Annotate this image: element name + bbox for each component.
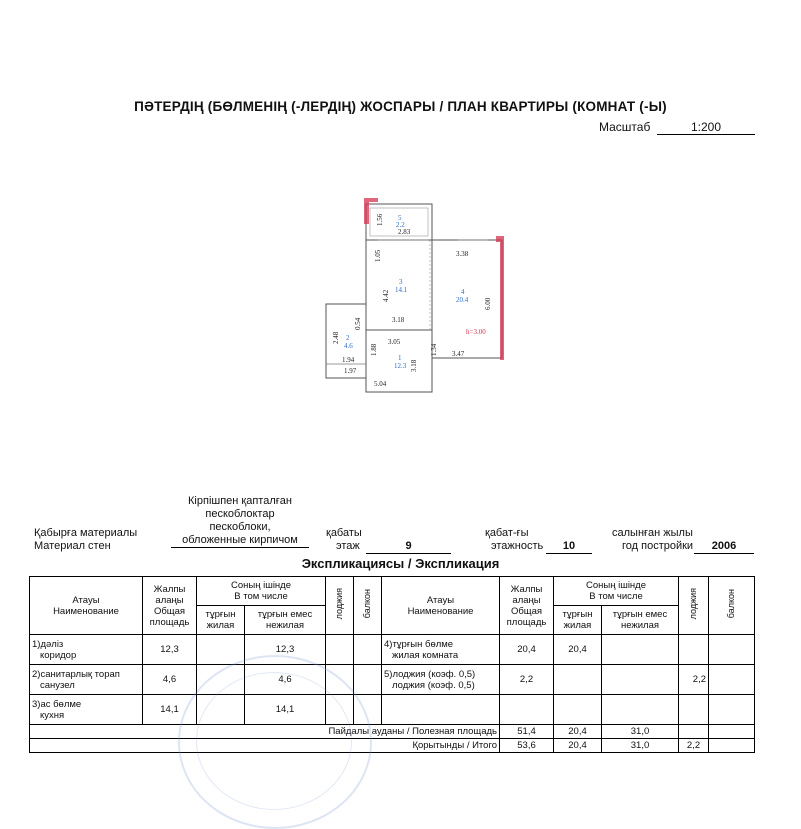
useful-area-label: Пайдалы ауданы / Полезная площадь <box>30 725 500 739</box>
dim-label: 1.94 <box>342 356 355 364</box>
col-name-header: Атауы Наименование <box>382 577 500 635</box>
grand-total-row: Қорытынды / Итого 53,6 20,4 31,0 2,2 <box>30 739 755 753</box>
dim-label: 1.88 <box>370 343 378 356</box>
col-incl-header: Соның ішінде В том числе <box>554 577 679 606</box>
dim-label: 2.48 <box>332 331 340 344</box>
useful-area-row: Пайдалы ауданы / Полезная площадь 51,4 20,4 31,0 <box>30 725 755 739</box>
scale-label: Масштаб <box>599 120 651 134</box>
dim-label: 0.54 <box>354 317 362 330</box>
ceiling-height-label: h=3.00 <box>466 328 486 336</box>
storeys-value: 10 <box>546 540 592 554</box>
col-incl-header: Соның ішінде В том числе <box>197 577 326 606</box>
col-balcony-header: балкон <box>709 577 755 635</box>
dim-label: 1.05 <box>374 249 382 262</box>
col-living-header: тұрғын жилая <box>554 606 602 635</box>
explication-table <box>29 576 755 753</box>
col-nonliving-header: тұрғын емес нежилая <box>245 606 326 635</box>
room-area: 4.6 <box>344 342 353 350</box>
wall-material-label-kz: Қабырға материалы <box>34 527 138 539</box>
col-living-header: тұрғын жилая <box>197 606 245 635</box>
storeys-label-ru: этажность <box>491 540 544 552</box>
floor-value: 9 <box>366 540 451 554</box>
room-area: 2.2 <box>396 221 405 229</box>
col-loggia-header: лоджия <box>326 577 354 635</box>
room-number: 2 <box>346 334 350 342</box>
room-number: 5 <box>398 214 402 222</box>
col-name-header: Атауы Наименование <box>30 577 143 635</box>
col-loggia-header: лоджия <box>679 577 709 635</box>
room-area: 12.3 <box>394 362 407 370</box>
col-nonliving-header: тұрғын емес нежилая <box>602 606 679 635</box>
explication-title: Экспликациясы / Экспликация <box>301 556 500 571</box>
room-number: 3 <box>399 278 403 286</box>
room-area: 14.1 <box>395 286 408 294</box>
table-row: 1)дәліз коридор 12,3 12,3 4)тұрғын бөлме жилая комната 20,4 20,4 <box>30 635 755 665</box>
col-total-header: Жалпы алаңы Общая площадь <box>500 577 554 635</box>
dim-label: 6.00 <box>484 297 492 310</box>
table-row: 2)санитарлық торап санузел 4,6 4,6 5)лоджия (коэф. 0,5) лоджия (коэф. 0,5) 2,2 2,2 <box>30 665 755 695</box>
room-number: 4 <box>461 288 465 296</box>
floor-label-ru: этаж <box>336 540 360 552</box>
dim-label: 3.18 <box>392 316 405 324</box>
scale-value: 1:200 <box>657 120 755 135</box>
dim-label: 4.42 <box>382 289 390 302</box>
page-title: ПӘТЕРДІҢ (БӨЛМЕНІҢ (-ЛЕРДІҢ) ЖОСПАРЫ / ПЛАН КВАРТИРЫ (КОМНАТ (-Ы) <box>134 99 667 114</box>
col-total-header: Жалпы алаңы Общая площадь <box>143 577 197 635</box>
dim-label: 2.83 <box>398 228 411 236</box>
room-area: 20.4 <box>456 296 469 304</box>
dim-label: 3.05 <box>388 338 401 346</box>
col-balcony-header: балкон <box>354 577 382 635</box>
wall-material-value: Кірпішпен қапталған пескоблоктар пескоблоки, обложенные кирпичом <box>171 495 309 548</box>
year-value: 2006 <box>694 540 754 554</box>
dim-label: 1.34 <box>430 343 438 356</box>
room-number: 1 <box>398 354 402 362</box>
dim-label: 1.97 <box>344 367 357 375</box>
floor-label-kz: қабаты <box>326 527 362 539</box>
dim-label: 3.38 <box>456 250 469 258</box>
grand-total-label: Қорытынды / Итого <box>30 739 500 753</box>
floor-plan <box>318 196 508 402</box>
dim-label: 1.56 <box>376 213 384 226</box>
table-row: 3)ас бөлме кухня 14,1 14,1 <box>30 695 755 725</box>
year-label-kz: салынған жылы <box>612 527 693 539</box>
year-label-ru: год постройки <box>622 540 694 552</box>
dim-label: 5.04 <box>374 380 387 388</box>
red-wall-living <box>500 236 504 360</box>
dim-label: 3.18 <box>410 359 418 372</box>
storeys-label-kz: қабат-ғы <box>485 527 529 539</box>
dim-label: 3.47 <box>452 350 465 358</box>
wall-material-label-ru: Материал стен <box>34 540 111 552</box>
